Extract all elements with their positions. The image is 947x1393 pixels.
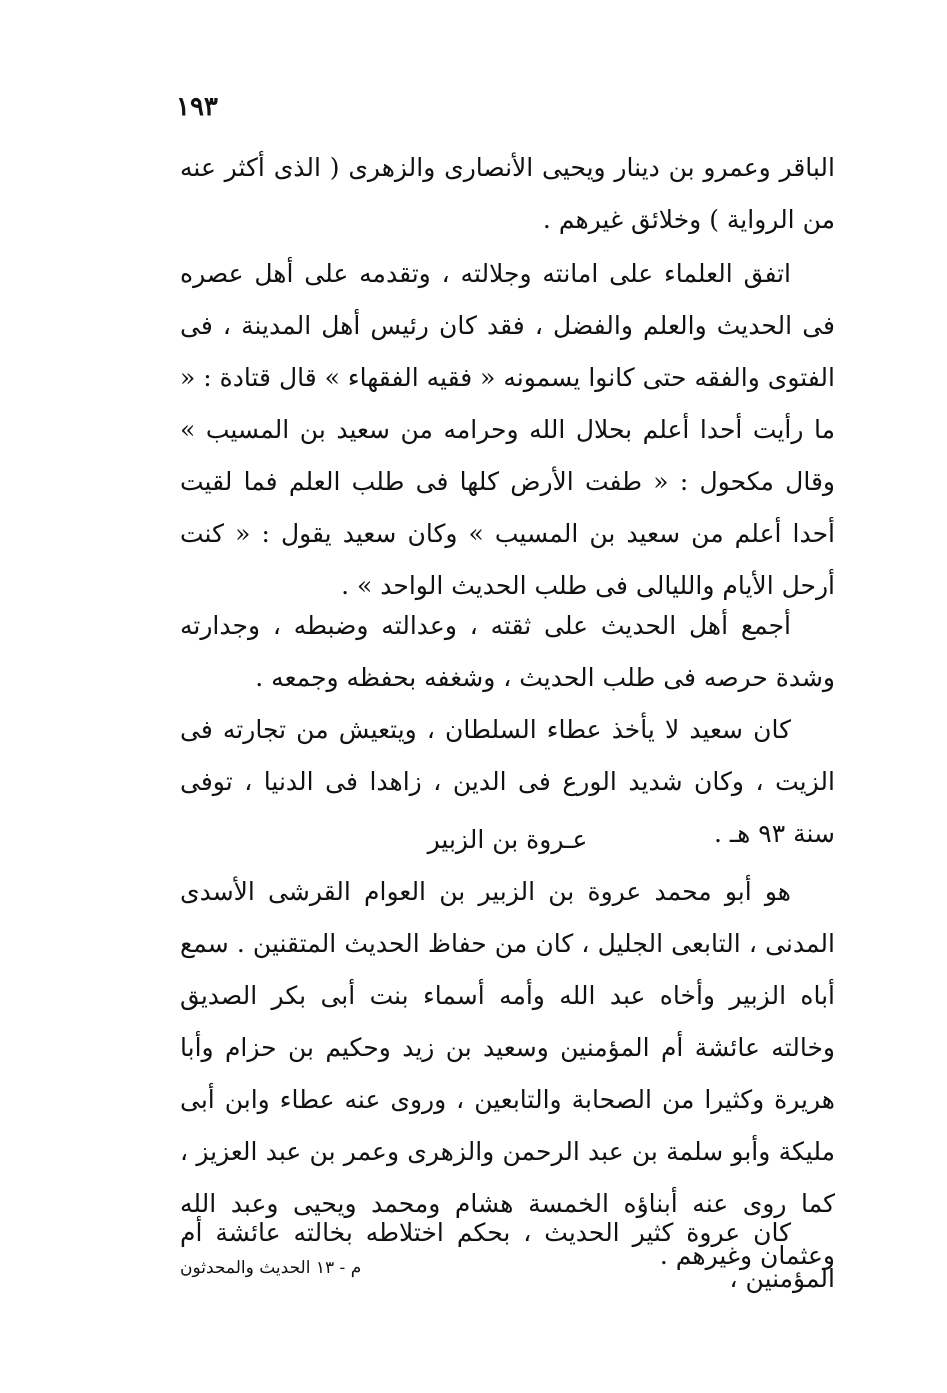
page-number: ١٩٣ [176,92,218,122]
paragraph-4-text: كان سعيد لا يأخذ عطاء السلطان ، ويتعيش من تجارته فى الزيت ، وكان شديد الورع فى الدين ، زاهدا فى الدنيا ، توفى سنة ٩٣ هـ . [180,715,835,848]
paragraph-2 [180,248,835,612]
paragraph-5-text: هو أبو محمد عروة بن الزبير بن العوام القرشى الأسدى المدنى ، التابعى الجليل ، كان من حفاظ الحديث المتقنين . سمع أباه الزبير وأخاه عبد الله وأمه أسماء بنت أبى بكر الصديق وخالته عائشة أم المؤمنين وسعيد بن زيد وحكيم بن حزام وأبا هريرة وكثيرا من الصحابة والتابعين ، وروى عنه عطاء وابن أبى مليكة وأبو سلمة بن عبد الرحمن والزهرى وعمر بن عبد العزيز ، كما روى عنه أبناؤه الخمسة هشام ومحمد ويحيى وعبد الله وعثمان وغيرهم . [180,877,835,1270]
page-footer: م - ١٣ الحديث والمحدثون [180,1258,362,1278]
paragraph-6 [180,1210,835,1302]
paragraph-2-text: اتفق العلماء على امانته وجلالته ، وتقدمه على أهل عصره فى الحديث والعلم والفضل ، فقد كان رئيس أهل المدينة ، فى الفتوى والفقه حتى كانوا يسمونه « فقيه الفقهاء » قال قتادة : « ما رأيت أحدا أعلم بحلال الله وحرامه من سعيد بن المسيب » وقال مكحول : « طفت الأرض كلها فى طلب العلم فما لقيت أحدا أعلم من سعيد بن المسيب » وكان سعيد يقول : « كنت أرحل الأيام والليالى فى طلب الحديث الواحد » . [180,259,835,600]
paragraph-1 [180,142,835,246]
paragraph-3 [180,600,835,704]
paragraph-6-text: كان عروة كثير الحديث ، بحكم اختلاطه بخالته عائشة أم المؤمنين ، [180,1218,835,1293]
section-heading: عـروة بن الزبير [427,825,588,854]
paragraph-1-text: الباقر وعمرو بن دينار ويحيى الأنصارى والزهرى ( الذى أكثر عنه من الرواية ) وخلائق غيرهم . [180,153,835,234]
paragraph-3-text: أجمع أهل الحديث على ثقته ، وعدالته وضبطه ، وجدارته وشدة حرصه فى طلب الحديث ، وشغفه بحفظه وجمعه . [180,611,835,692]
